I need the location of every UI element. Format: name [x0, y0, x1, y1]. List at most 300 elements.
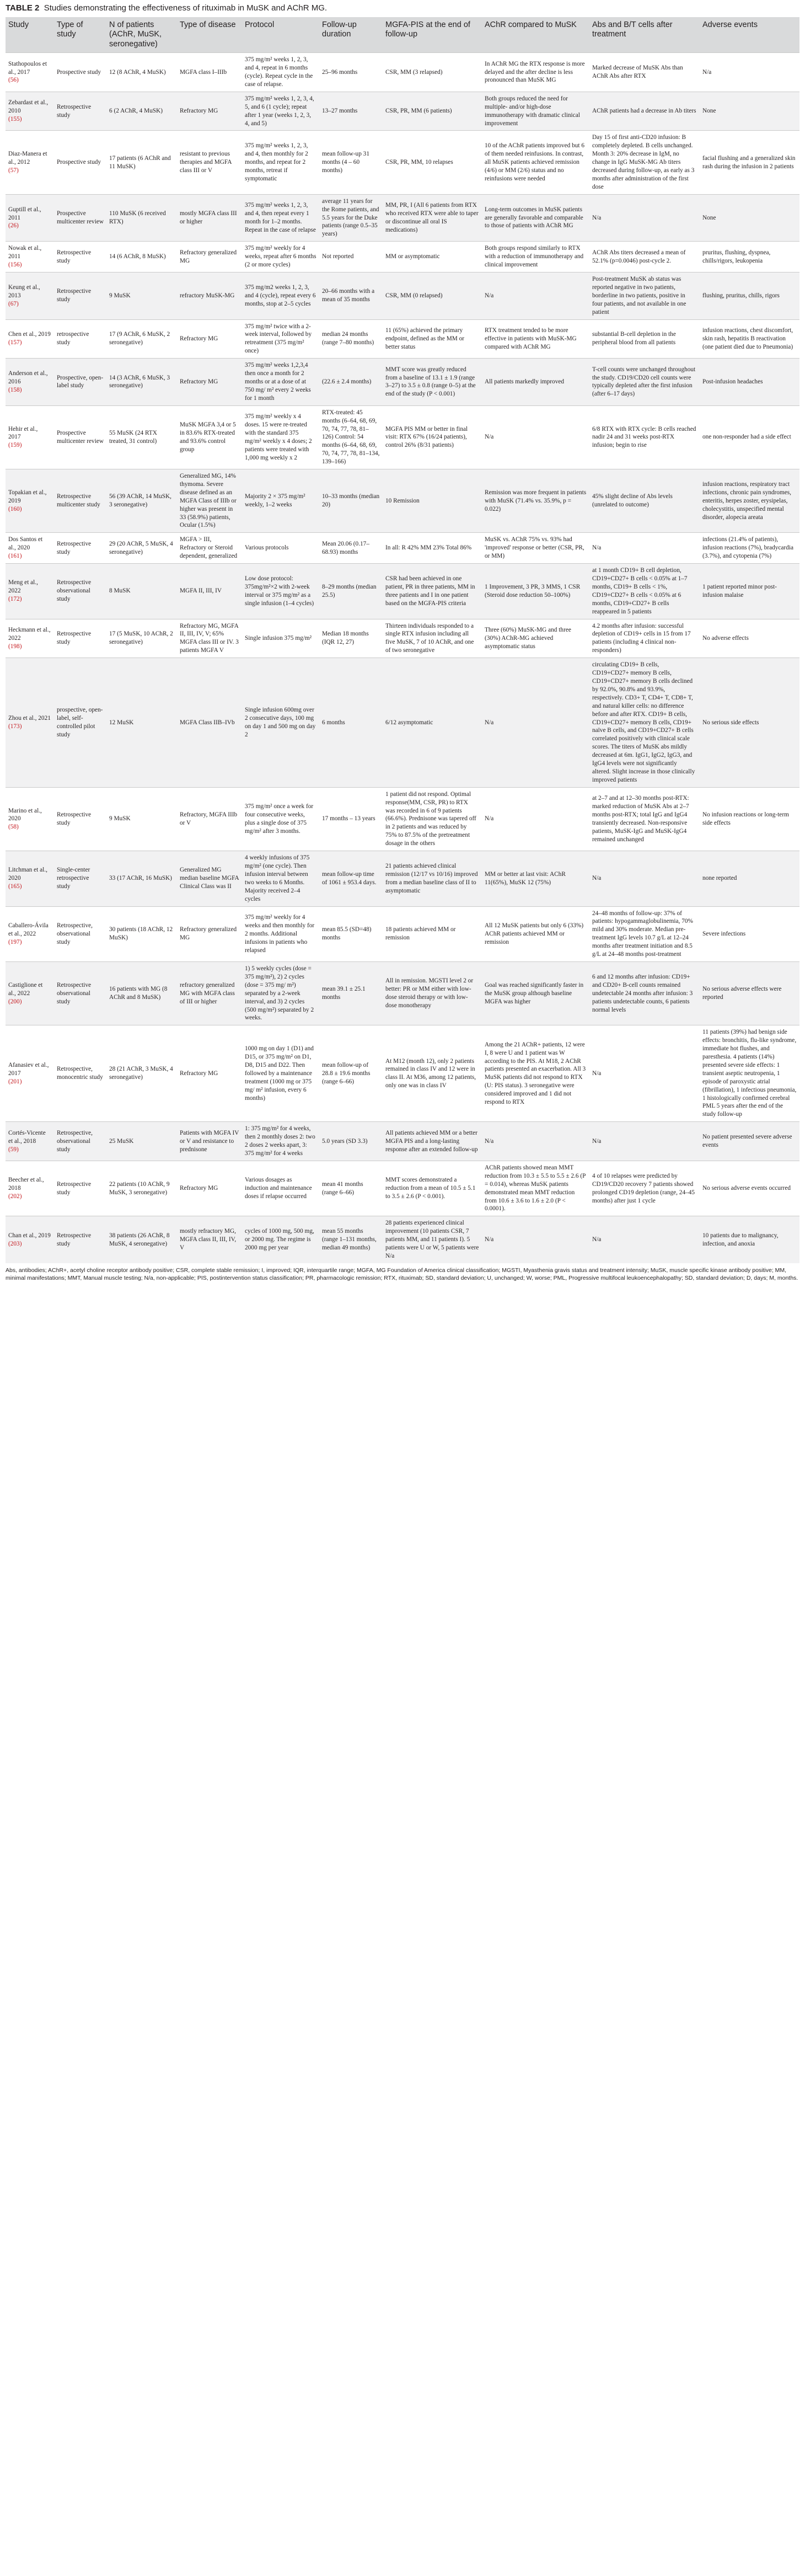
adverse-cell: Severe infections [700, 906, 799, 961]
reference-link[interactable]: (56) [8, 77, 19, 84]
study-name: Castiglione et al., 2022 [8, 981, 43, 997]
study-cell [6, 961, 54, 1025]
abs-cell: 4 of 10 relapses were predicted by CD19/CD20 recovery 7 patients showed prolonged CD19 depletion (range, 24–45 months) after just 1 cycle [589, 1161, 700, 1216]
study-name: Heckmann et al., 2022 [8, 627, 51, 642]
studies-table [6, 17, 799, 1263]
adverse-cell: No serious side effects [700, 658, 799, 788]
comparison-cell: Among the 21 AChR+ patients, 12 were I, 8 were U and 1 patient was W according to the PIS. At M18, 2 AChR patients presented an exacerbation. All 3 MuSK patients did not respond to RTX (U: PIS status). 3 seronegative were considered improved and 1 did not respond to RTX [482, 1025, 589, 1122]
table-row [6, 906, 799, 961]
study-cell [6, 619, 54, 658]
adverse-cell: N/a [700, 53, 799, 92]
disease-cell: MGFA > III, Refractory or Steroid dependent, generalized [177, 533, 242, 564]
reference-link[interactable]: (165) [8, 883, 22, 890]
study-name: Meng et al., 2022 [8, 579, 38, 595]
comparison-cell: N/a [482, 272, 589, 320]
study-cell [6, 194, 54, 242]
patients-cell: 14 (6 AChR, 8 MuSK) [106, 242, 177, 272]
study-name: Litchman et al., 2020 [8, 867, 47, 882]
column-header: Adverse events [700, 17, 799, 53]
comparison-cell: Both groups reduced the need for multiple- and/or high-dose immunotherapy with dramatic clinical improvement [482, 92, 589, 131]
reference-link[interactable]: (159) [8, 442, 22, 449]
type-cell: Retrospective observational study [54, 564, 106, 619]
column-header: AChR compared to MuSK [482, 17, 589, 53]
disease-cell: MuSK MGFA 3,4 or 5 in 83.6% RTX-treated and 93.6% control group [177, 405, 242, 469]
study-name: Hehir et al., 2017 [8, 425, 38, 441]
type-cell: Retrospective study [54, 787, 106, 851]
reference-link[interactable]: (200) [8, 998, 22, 1005]
comparison-cell: MuSK vs. AChR 75% vs. 93% had 'improved' response or better (CSR, PR, or MM) [482, 533, 589, 564]
followup-cell: mean 85.5 (SD=48) months [319, 906, 383, 961]
abs-cell: at 2–7 and at 12–30 months post-RTX: marked reduction of MuSK Abs at 2–7 months post-RTX; total IgG and IgG4 transiently decreased. Non-responsive patients, MuSK-IgG and MuSK-IgG4 remained unchanged [589, 787, 700, 851]
table-row [6, 1025, 799, 1122]
type-cell: Prospective, open-label study [54, 359, 106, 406]
followup-cell: Median 18 months (IQR 12, 27) [319, 619, 383, 658]
reference-link[interactable]: (197) [8, 938, 22, 945]
reference-link[interactable]: (157) [8, 339, 22, 346]
followup-cell: mean 41 months (range 6–66) [319, 1161, 383, 1216]
adverse-cell: pruritus, flushing, dyspnea, chills/rigors, leukopenia [700, 242, 799, 272]
table-row [6, 92, 799, 131]
followup-cell: mean 39.1 ± 25.1 months [319, 961, 383, 1025]
protocol-cell: cycles of 1000 mg, 500 mg, or 2000 mg. The regime is 2000 mg per year [242, 1216, 319, 1263]
reference-link[interactable]: (201) [8, 1078, 22, 1085]
study-name: Zhou et al., 2021 [8, 715, 51, 722]
pis-cell: 10 Remission [383, 469, 482, 533]
abs-cell: Marked decrease of MuSK Abs than AChR Abs after RTX [589, 53, 700, 92]
disease-cell: Refractory generalized MG [177, 906, 242, 961]
abs-cell: N/a [589, 194, 700, 242]
type-cell: Retrospective multicenter study [54, 469, 106, 533]
study-cell [6, 359, 54, 406]
pis-cell: CSR had been achieved in one patient, PR in three patients, MM in three patients and I in one patient based on the MGFA-PIS criteria [383, 564, 482, 619]
study-cell [6, 242, 54, 272]
column-header: N of patients (AChR, MuSK, seronegative) [106, 17, 177, 53]
patients-cell: 30 patients (18 AChR, 12 MuSK) [106, 906, 177, 961]
study-name: Dos Santos et al., 2020 [8, 536, 43, 552]
study-name: Cortés-Vicente et al., 2018 [8, 1129, 46, 1145]
adverse-cell: infections (21.4% of patients), infusion reactions (7%), bradycardia (3.7%), and cytopenia (7%) [700, 533, 799, 564]
table-row [6, 961, 799, 1025]
pis-cell: MMT score was greatly reduced from a baseline of 13.1 ± 1.9 (range 3–27) to 3.5 ± 0.8 (range 0–5) at the end of the study (P < 0.001) [383, 359, 482, 406]
study-name: Chen et al., 2019 [8, 331, 51, 338]
followup-cell: 20–66 months with a mean of 35 months [319, 272, 383, 320]
adverse-cell: one non-responder had a side effect [700, 405, 799, 469]
patients-cell: 6 (2 AChR, 4 MuSK) [106, 92, 177, 131]
patients-cell: 29 (20 AChR, 5 MuSK, 4 seronegative) [106, 533, 177, 564]
type-cell: Prospective study [54, 53, 106, 92]
table-row [6, 272, 799, 320]
table-row [6, 564, 799, 619]
adverse-cell: 1 patient reported minor post-infusion malaise [700, 564, 799, 619]
adverse-cell: none reported [700, 851, 799, 906]
followup-cell: 10–33 months (median 20) [319, 469, 383, 533]
page [6, 0, 799, 1282]
header-row [6, 17, 799, 53]
followup-cell: mean 55 months (range 1–131 months, median 49 months) [319, 1216, 383, 1263]
protocol-cell: Low dose protocol: 375mg/m²×2 with 2-week interval or 375 mg/m² as a single infusion (1–4 cycles) [242, 564, 319, 619]
patients-cell: 17 patients (6 AChR and 11 MuSK) [106, 131, 177, 194]
type-cell: Retrospective, observational study [54, 1122, 106, 1161]
protocol-cell: Single infusion 600mg over 2 consecutive days, 100 mg on day 1 and 500 mg on day 2 [242, 658, 319, 788]
disease-cell: resistant to previous therapies and MGFA class III or V [177, 131, 242, 194]
pis-cell: 11 (65%) achieved the primary endpoint, defined as the MM or better status [383, 319, 482, 359]
reference-link[interactable]: (198) [8, 643, 22, 650]
abs-cell: Day 15 of first anti-CD20 infusion: B completely depleted. B cells unchanged. Month 3: 20% decrease in IgM, no change in IgG MuSK-MG Ab titers decreased during follow-up, as early as 3 months after administration of the first dose [589, 131, 700, 194]
study-name: Guptill et al., 2011 [8, 206, 41, 221]
pis-cell: At M12 (month 12), only 2 patients remained in class IV and 12 were in class II. At M36, among 12 patients, only one was in class IV [383, 1025, 482, 1122]
study-cell [6, 906, 54, 961]
type-cell: prospective, open-label, self-controlled pilot study [54, 658, 106, 788]
patients-cell: 110 MuSK (6 received RTX) [106, 194, 177, 242]
adverse-cell: flushing, pruritus, chills, rigors [700, 272, 799, 320]
study-name: Stathopoulos et al., 2017 [8, 60, 47, 76]
table-title: Studies demonstrating the effectiveness of rituximab in MuSK and AChR MG. [44, 3, 328, 13]
abs-cell: T-cell counts were unchanged throughout the study. CD19/CD20 cell counts were typically depleted after the first infusion (after 6–17 days) [589, 359, 700, 406]
column-header: Study [6, 17, 54, 53]
study-cell [6, 319, 54, 359]
type-cell: Prospective study [54, 131, 106, 194]
table-row [6, 242, 799, 272]
study-cell [6, 405, 54, 469]
reference-link[interactable]: (156) [8, 261, 22, 269]
type-cell: Retrospective study [54, 533, 106, 564]
comparison-cell: RTX treatment tended to be more effective in patients with MuSK-MG compared with AChR MG [482, 319, 589, 359]
adverse-cell: Post-infusion headaches [700, 359, 799, 406]
study-name: Chan et al., 2019 [8, 1232, 51, 1239]
pis-cell: All in remission. MGSTI level 2 or better: PR or MM either with low-dose steroid therapy or with low-dose monotherapy [383, 961, 482, 1025]
pis-cell: In all: R 42% MM 23% Total 86% [383, 533, 482, 564]
disease-cell: Patients with MGFA IV or V and resistance to prednisone [177, 1122, 242, 1161]
abs-cell: substantial B-cell depletion in the peripheral blood from all patients [589, 319, 700, 359]
followup-cell: Mean 20.06 (0.17–68.93) months [319, 533, 383, 564]
pis-cell: All patients achieved MM or a better MGFA PIS and a long-lasting response after an extended follow-up [383, 1122, 482, 1161]
followup-cell: 8–29 months (median 25.5) [319, 564, 383, 619]
comparison-cell: All patients markedly improved [482, 359, 589, 406]
type-cell: Retrospective study [54, 619, 106, 658]
abs-cell: N/a [589, 533, 700, 564]
protocol-cell: 1000 mg on day 1 (D1) and D15, or 375 mg/m² on D1, D8, D15 and D22. Then followed by a maintenance treatment (1000 mg or 375 mg/ m² infusion, every 6 months) [242, 1025, 319, 1122]
study-name: Beecher et al., 2018 [8, 1177, 44, 1192]
disease-cell: Generalized MG median baseline MGFA Clinical Class was II [177, 851, 242, 906]
comparison-cell: N/a [482, 1216, 589, 1263]
disease-cell: Refractory MG [177, 319, 242, 359]
disease-cell: Refractory generalized MG [177, 242, 242, 272]
column-header: Type of study [54, 17, 106, 53]
comparison-cell: In AChR MG the RTX response is more delayed and the after decline is less pronounced than MuSK MG [482, 53, 589, 92]
abs-cell: N/a [589, 1216, 700, 1263]
pis-cell: MM or asymptomatic [383, 242, 482, 272]
column-header: Follow-up duration [319, 17, 383, 53]
table-row [6, 787, 799, 851]
abs-cell: N/a [589, 1025, 700, 1122]
study-cell [6, 658, 54, 788]
study-cell [6, 787, 54, 851]
protocol-cell: 375 mg/m² weekly for 4 weeks, repeat after 6 months (2 or more cycles) [242, 242, 319, 272]
pis-cell: 28 patients experienced clinical improvement (10 patients CSR, 7 patients MM, and 11 patients I). 5 patients were U or W, 5 patients were N/a [383, 1216, 482, 1263]
table-caption [6, 0, 799, 17]
type-cell: Retrospective study [54, 1161, 106, 1216]
study-cell [6, 1161, 54, 1216]
reference-link[interactable]: (161) [8, 553, 22, 560]
table-row [6, 1122, 799, 1161]
pis-cell: 21 patients achieved clinical remission (12/17 vs 10/16) improved from a median baseline class of II to asymptomatic [383, 851, 482, 906]
patients-cell: 22 patients (10 AChR, 9 MuSK, 3 seronegative) [106, 1161, 177, 1216]
abs-cell: AChR patients had a decrease in Ab titers [589, 92, 700, 131]
table-header [6, 17, 799, 53]
pis-cell: MMT scores demonstrated a reduction from a mean of 10.5 ± 5.1 to 3.5 ± 2.6 (P < 0.001). [383, 1161, 482, 1216]
comparison-cell: AChR patients showed mean MMT reduction from 10.3 ± 5.5 to 5.5 ± 2.6 (P = 0.014), whereas MuSK patients demonstrated mean MMT reduction from 10.6 ± 3.6 to 1.6 ± 2.0 (P < 0.0001). [482, 1161, 589, 1216]
adverse-cell: infusion reactions, respiratory tract infections, chronic pain syndromes, enteritis, herpes zoster, erysipelas, cholecystitis, unspecified mental disorder, alopecia areata [700, 469, 799, 533]
study-cell [6, 851, 54, 906]
reference-link[interactable]: (67) [8, 300, 19, 307]
protocol-cell: 375 mg/m² weeks 1, 2, 3, 4, 5, and 6 (1 cycle); repeat after 1 year (weeks 1, 2, 3, 4, and 5) [242, 92, 319, 131]
study-cell [6, 272, 54, 320]
reference-link[interactable]: (202) [8, 1193, 22, 1200]
patients-cell: 9 MuSK [106, 272, 177, 320]
column-header: Abs and B/T cells after treatment [589, 17, 700, 53]
protocol-cell: 375 mg/m² once a week for four consecutive weeks, plus a single dose of 375 mg/m² after 3 months. [242, 787, 319, 851]
pis-cell: MM, PR, I (All 6 patients from RTX who received RTX were able to taper or discontinue all oral IS medications) [383, 194, 482, 242]
type-cell: retrospective study [54, 319, 106, 359]
comparison-cell: MM or better at last visit: AChR 11(65%), MuSK 12 (75%) [482, 851, 589, 906]
type-cell: Retrospective study [54, 242, 106, 272]
disease-cell: Refractory MG, MGFA II, III, IV, V; 65% MGFA class III or IV. 3 patients MGFA V [177, 619, 242, 658]
study-cell [6, 564, 54, 619]
abs-cell: 6 and 12 months after infusion: CD19+ and CD20+ B-cell counts remained undetectable 24 months after infusion: 3 patients undetectable counts, 6 patients normal levels [589, 961, 700, 1025]
patients-cell: 56 (39 AChR, 14 MuSK, 3 seronegative) [106, 469, 177, 533]
table-row [6, 319, 799, 359]
abs-cell: Post-treatment MuSK ab status was reported negative in two patients, borderline in two patients, positive in four patients, and not available in one patient [589, 272, 700, 320]
type-cell: Retrospective, observational study [54, 906, 106, 961]
abs-cell: 4.2 months after infusion: successful depletion of CD19+ cells in 15 from 17 patients (including 4 clinical non-responders) [589, 619, 700, 658]
table-footnote: Abs, antibodies; AChR+, acetyl choline receptor antibody positive; CSR, complete stable remission; I, improved; IQR, interquartile range; MGFA, MG Foundation of America clinical classification; MGSTI, Myasthenia gravis status and treatment intensity; MuSK, muscle specific kinase antibody positive; MM, minimal manifestations; MMT, Manual muscle testing; N/a, non-applicable; PIS, postintervention status classification; PR, pharmacologic remission; RTX, rituximab; SD, standard deviation; U, unchanged; W, worse; PML, Progressive multifocal leukoencephalopathy; SD, standard deviation; D, days; M, months. [6, 1266, 798, 1282]
abs-cell: AChR Abs titers decreased a mean of 52.1% (p=0.0046) post-cycle 2. [589, 242, 700, 272]
reference-link[interactable]: (57) [8, 167, 19, 174]
reference-link[interactable]: (203) [8, 1240, 22, 1247]
adverse-cell: None [700, 92, 799, 131]
study-cell [6, 533, 54, 564]
type-cell: Retrospective study [54, 1216, 106, 1263]
followup-cell: mean follow-up of 28.8 ± 19.6 months (range 6–66) [319, 1025, 383, 1122]
adverse-cell: 10 patients due to malignancy, infection, and anoxia [700, 1216, 799, 1263]
disease-cell: Refractory MG [177, 92, 242, 131]
disease-cell: MGFA class I–IIIb [177, 53, 242, 92]
study-name: Diaz-Manera et al., 2012 [8, 151, 47, 166]
table-row [6, 194, 799, 242]
type-cell: Retrospective study [54, 92, 106, 131]
adverse-cell: facial flushing and a generalized skin rash during the infusion in 2 patients [700, 131, 799, 194]
patients-cell: 12 (8 AChR, 4 MuSK) [106, 53, 177, 92]
protocol-cell: 1: 375 mg/m² for 4 weeks, then 2 monthly doses 2: two 2 doses 2 weeks apart, 3: 375 mg/m² for 4 weeks [242, 1122, 319, 1161]
table-row [6, 1161, 799, 1216]
pis-cell: 18 patients achieved MM or remission [383, 906, 482, 961]
followup-cell: 6 months [319, 658, 383, 788]
comparison-cell: All 12 MuSK patients but only 6 (33%) AChR patients achieved MM or remission [482, 906, 589, 961]
comparison-cell: N/a [482, 787, 589, 851]
table-body [6, 53, 799, 1263]
study-cell [6, 1216, 54, 1263]
pis-cell: CSR, PR, MM, 10 relapses [383, 131, 482, 194]
pis-cell: Thirteen individuals responded to a single RTX infusion including all five MuSK, 7 of 10 AChR, and one of two seronegative [383, 619, 482, 658]
comparison-cell: Long-term outcomes in MuSK patients are generally favorable and comparable to those of patients with AChR MG [482, 194, 589, 242]
protocol-cell: Various protocols [242, 533, 319, 564]
patients-cell: 55 MuSK (24 RTX treated, 31 control) [106, 405, 177, 469]
disease-cell: refractory generalized MG with MGFA class of III or higher [177, 961, 242, 1025]
abs-cell: 45% slight decline of Abs levels (unrelated to outcome) [589, 469, 700, 533]
patients-cell: 17 (5 MuSK, 10 AChR, 2 seronegative) [106, 619, 177, 658]
adverse-cell: No adverse effects [700, 619, 799, 658]
column-header: Protocol [242, 17, 319, 53]
followup-cell: mean follow-up 31 months (4 – 60 months) [319, 131, 383, 194]
table-row [6, 851, 799, 906]
patients-cell: 9 MuSK [106, 787, 177, 851]
table-row [6, 359, 799, 406]
pis-cell: 6/12 asymptomatic [383, 658, 482, 788]
followup-cell: average 11 years for the Rome patients, and 5.5 years for the Duke patients (range 0.5–35 years) [319, 194, 383, 242]
patients-cell: 38 patients (26 AChR, 8 MuSK, 4 seronegative) [106, 1216, 177, 1263]
pis-cell: 1 patient did not respond. Optimal response(MM, CSR, PR) to RTX was recorded in 6 of 9 patients (66.6%). Prednisone was tapered off in 2 patients and was reduced by 75% to 87.5% of the pretreatment dosage in the others [383, 787, 482, 851]
table-row [6, 533, 799, 564]
comparison-cell: 1 Improvement, 3 PR, 3 MMS, 1 CSR (Steroid dose reduction 50–100%) [482, 564, 589, 619]
type-cell: Prospective multicenter review [54, 405, 106, 469]
column-header: MGFA-PIS at the end of follow-up [383, 17, 482, 53]
abs-cell: circulating CD19+ B cells, CD19+CD27+ memory B cells, CD19+CD27+ memory B cells declined by 92.0%, 90.8% and 93.9%, respectively. CD3+ T, CD4+ T, CD8+ T, and natural killer cells: no difference before and after RTX. CD19+ B cells, CD19+CD27+ memory B cells, CD19+ naïve B cells, and CD19+CD27+ B cells correlated positively with clinical scale scores. The titers of MuSK abs mildly decreased at 6m. IgG1, IgG2, IgG3, and IgG4 levels were not significantly altered. Slight increase in those clinically improved patients [589, 658, 700, 788]
adverse-cell: 11 patients (39%) had benign side effects: bronchitis, flu-like syndrome, immediate hot flushes, and paresthesia. 4 patients (14%) presented severe side effects: 1 transient aseptic neutropenia, 1 episode of paroxystic atrial (fibrillation), 1 infectious pneumonia, 1 histologically confirmed cerebral PML 5 years after the end of the study follow-up [700, 1025, 799, 1122]
disease-cell: Refractory MG [177, 359, 242, 406]
type-cell: Prospective multicenter review [54, 194, 106, 242]
patients-cell: 25 MuSK [106, 1122, 177, 1161]
comparison-cell: N/a [482, 405, 589, 469]
study-cell [6, 53, 54, 92]
followup-cell: 5.0 years (SD 3.3) [319, 1122, 383, 1161]
disease-cell: mostly refractory MG, MGFA class II, III, IV, V [177, 1216, 242, 1263]
study-name: Marino et al., 2020 [8, 807, 42, 822]
study-name: Anderson et al., 2016 [8, 370, 48, 385]
comparison-cell: Both groups respond similarly to RTX with a reduction of immunotherapy and clinical improvement [482, 242, 589, 272]
abs-cell: 6/8 RTX with RTX cycle: B cells reached nadir 24 and 31 weeks post-RTX infusion; begin to rise [589, 405, 700, 469]
study-cell [6, 1122, 54, 1161]
comparison-cell: Three (60%) MuSK-MG and three (30%) AChR-MG achieved asymptomatic status [482, 619, 589, 658]
table-row [6, 405, 799, 469]
disease-cell: Refractory MG [177, 1161, 242, 1216]
adverse-cell: No serious adverse events occurred [700, 1161, 799, 1216]
followup-cell: 25–96 months [319, 53, 383, 92]
protocol-cell: 375 mg/m² weeks 1,2,3,4 then once a month for 2 months or at a dose of at 750 mg/ m² every 2 weeks for 1 month [242, 359, 319, 406]
protocol-cell: 375 mg/m² weeks 1, 2, 3, and 4, repeat in 6 months (cycle). Repeat cycle in the case of relapse. [242, 53, 319, 92]
patients-cell: 8 MuSK [106, 564, 177, 619]
study-cell [6, 131, 54, 194]
study-cell [6, 469, 54, 533]
protocol-cell: 375 mg/m2 weeks 1, 2, 3, and 4 (cycle), repeat every 6 months, stop at 2–5 cycles [242, 272, 319, 320]
protocol-cell: 375 mg/m² weeks 1, 2, 3, and 4, then repeat every 1 month for 1–2 months. Repeat in the case of relapse [242, 194, 319, 242]
table-row [6, 469, 799, 533]
disease-cell: mostly MGFA class III or higher [177, 194, 242, 242]
protocol-cell: Majority 2 × 375 mg/m² weekly, 1–2 weeks [242, 469, 319, 533]
comparison-cell: 10 of the AChR patients improved but 6 of them needed reinfusions. In contrast, all MuSK patients achieved remission (4/6) or MM (2/6) status and no reinfusions were needed [482, 131, 589, 194]
abs-cell: N/a [589, 851, 700, 906]
comparison-cell: N/a [482, 658, 589, 788]
study-name: Caballero-Ávila et al., 2022 [8, 922, 49, 937]
patients-cell: 17 (9 AChR, 6 MuSK, 2 seronegative) [106, 319, 177, 359]
table-row [6, 619, 799, 658]
patients-cell: 14 (3 AChR, 6 MuSK, 3 seronegative) [106, 359, 177, 406]
study-name: Zebardast et al., 2010 [8, 99, 49, 115]
reference-link[interactable]: (58) [8, 824, 19, 831]
reference-link[interactable]: (173) [8, 723, 22, 730]
table-row [6, 658, 799, 788]
patients-cell: 16 patients with MG (8 AChR and 8 MuSK) [106, 961, 177, 1025]
comparison-cell: Remission was more frequent in patients with MuSK (71.4% vs. 35.9%, p = 0.022) [482, 469, 589, 533]
abs-cell: 24–48 months of follow-up: 37% of patients: hypogammaglobulinemia, 70% mild and 30% moderate. Median pre-treatment IgG levels 10.7 g/L at 12–24 months after treatment initiation and 8.5 g/L at 24–48 months post-treatment [589, 906, 700, 961]
pis-cell: MGFA PIS MM or better in final visit: RTX 67% (16/24 patients), control 26% (8/31 patients) [383, 405, 482, 469]
protocol-cell: 375 mg/m² weeks 1, 2, 3, and 4, then monthly for 2 months, and repeat for 2 months, retreat if symptomatic [242, 131, 319, 194]
adverse-cell: No infusion reactions or long-term side effects [700, 787, 799, 851]
pis-cell: CSR, MM (3 relapsed) [383, 53, 482, 92]
type-cell: Single-center retrospective study [54, 851, 106, 906]
reference-link[interactable]: (26) [8, 222, 19, 229]
reference-link[interactable]: (160) [8, 505, 22, 512]
pis-cell: CSR, MM (0 relapsed) [383, 272, 482, 320]
protocol-cell: 375 mg/m² twice with a 2-week interval, followed by retreatment (375 mg/m² once) [242, 319, 319, 359]
followup-cell: 13–27 months [319, 92, 383, 131]
comparison-cell: Goal was reached significantly faster in the MuSK group although baseline MGFA was higher [482, 961, 589, 1025]
type-cell: Retrospective study [54, 272, 106, 320]
protocol-cell: Various dosages as induction and maintenance doses if relapse occurred [242, 1161, 319, 1216]
reference-link[interactable]: (172) [8, 596, 22, 603]
patients-cell: 12 MuSK [106, 658, 177, 788]
adverse-cell: None [700, 194, 799, 242]
pis-cell: CSR, PR, MM (6 patients) [383, 92, 482, 131]
adverse-cell: No patient presented severe adverse events [700, 1122, 799, 1161]
type-cell: Retrospective, monocentric study [54, 1025, 106, 1122]
disease-cell: Generalized MG, 14% thymoma. Severe disease defined as an MGFA Class of IIIb or higher was present in 33 (58.9%) patients, Ocular (1.5%) [177, 469, 242, 533]
reference-link[interactable]: (158) [8, 386, 22, 393]
reference-link[interactable]: (155) [8, 116, 22, 123]
study-name: Keung et al., 2013 [8, 284, 40, 299]
patients-cell: 28 (21 AChR, 3 MuSK, 4 seronegative) [106, 1025, 177, 1122]
adverse-cell: No serious adverse effects were reported [700, 961, 799, 1025]
type-cell: Retrospective observational study [54, 961, 106, 1025]
reference-link[interactable]: (59) [8, 1146, 19, 1153]
protocol-cell: 375 mg/m² weekly x 4 doses. 15 were re-treated with the standard 375 mg/m² weekly x 4 doses; 2 patients were treated with 1,000 mg weekly x 2 [242, 405, 319, 469]
disease-cell: refractory MuSK-MG [177, 272, 242, 320]
table-row [6, 53, 799, 92]
disease-cell: Refractory MG [177, 1025, 242, 1122]
followup-cell: (22.6 ± 2.4 months) [319, 359, 383, 406]
study-name: Afanasiev et al., 2017 [8, 1061, 49, 1077]
disease-cell: Refractory, MGFA IIIb or V [177, 787, 242, 851]
study-name: Topakian et al., 2019 [8, 489, 47, 504]
protocol-cell: 375 mg/m² weekly for 4 weeks and then monthly for 2 months. Additional infusions in patients who relapsed [242, 906, 319, 961]
protocol-cell: 4 weekly infusions of 375 mg/m² (one cycle). Then infusion interval between two weeks to 6 Months. Majority received 2–4 cycles [242, 851, 319, 906]
patients-cell: 33 (17 AChR, 16 MuSK) [106, 851, 177, 906]
followup-cell: median 24 months (range 7–80 months) [319, 319, 383, 359]
study-cell [6, 1025, 54, 1122]
study-name: Nowak et al., 2011 [8, 245, 42, 260]
table-row [6, 131, 799, 194]
followup-cell: RTX-treated: 45 months (6–64, 68, 69, 70, 74, 77, 78, 81–126) Control: 54 months (6–64, 68, 69, 70, 74, 77, 78, 81–134, 139–166) [319, 405, 383, 469]
table-label: TABLE 2 [6, 3, 40, 13]
followup-cell: mean follow-up time of 1061 ± 953.4 days. [319, 851, 383, 906]
protocol-cell: 1) 5 weekly cycles (dose = 375 mg/m²), 2) 2 cycles (dose = 375 mg/ m²) separated by a 2-week interval, and 3) 2 cycles (500 mg/m²) separated by 2 weeks. [242, 961, 319, 1025]
disease-cell: MGFA Class IIB–IVb [177, 658, 242, 788]
disease-cell: MGFA II, III, IV [177, 564, 242, 619]
comparison-cell: N/a [482, 1122, 589, 1161]
adverse-cell: infusion reactions, chest discomfort, skin rash, hepatitis B reactivation (one patient died due to Pneumonia) [700, 319, 799, 359]
protocol-cell: Single infusion 375 mg/m² [242, 619, 319, 658]
abs-cell: at 1 month CD19+ B cell depletion, CD19+CD27+ B cells < 0.05% at 1–7 months, CD19+ B cells < 1%, CD19+CD27+ B cells < 0.05% at 6 months, CD19+CD27+ B cells reappeared in 5 patients [589, 564, 700, 619]
followup-cell: Not reported [319, 242, 383, 272]
